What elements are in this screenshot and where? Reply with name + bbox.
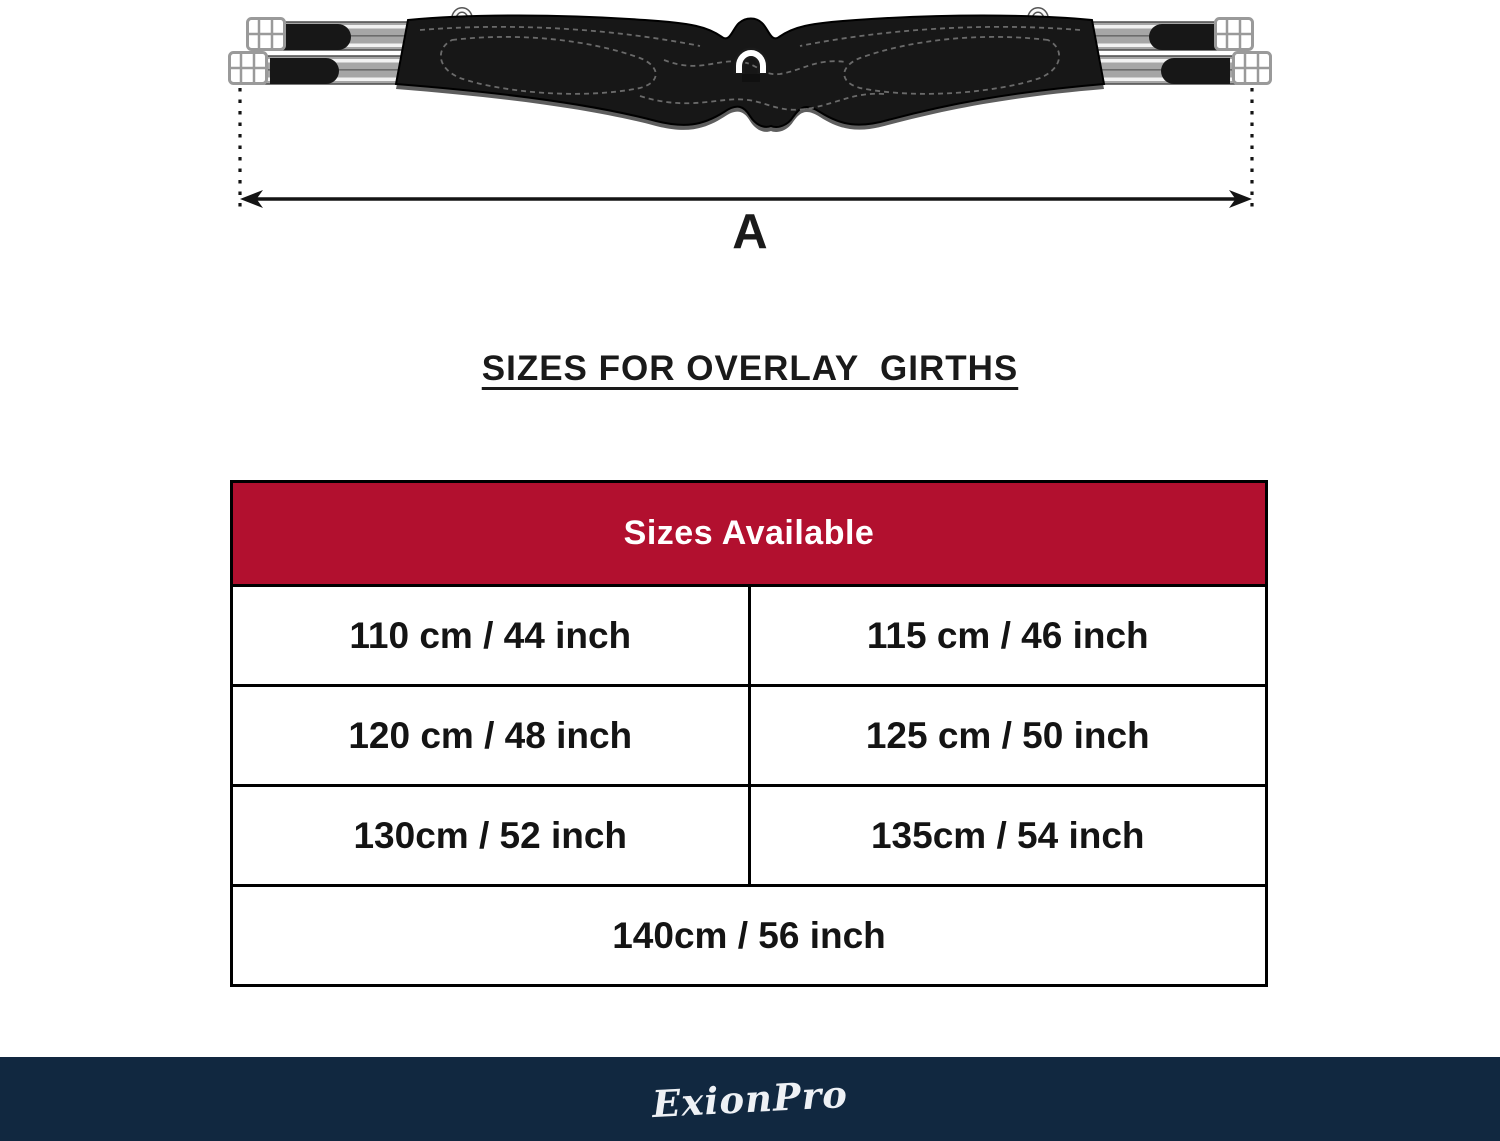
size-cell: 110 cm / 44 inch <box>232 586 750 686</box>
left-lower-buckle-icon <box>230 53 267 84</box>
table-row <box>232 786 1267 886</box>
size-cell: 130cm / 52 inch <box>232 786 750 886</box>
right-lower-strap <box>1086 53 1271 85</box>
left-upper-strap <box>248 19 415 51</box>
girth-body <box>396 16 1104 127</box>
left-upper-leather-tab <box>282 24 351 50</box>
table-row <box>232 586 1267 686</box>
size-cell: 125 cm / 50 inch <box>749 686 1267 786</box>
left-upper-buckle-icon <box>248 19 285 50</box>
footer-bar <box>0 1057 1500 1141</box>
page-title: SIZES FOR OVERLAY GIRTHS <box>481 349 1019 388</box>
size-cell: 115 cm / 46 inch <box>749 586 1267 686</box>
table-header-row <box>232 482 1267 586</box>
brand-logo: ExionPro <box>651 1071 849 1127</box>
right-lower-buckle-icon <box>1234 53 1271 84</box>
left-lower-leather-tab <box>270 58 339 84</box>
table-header: Sizes Available <box>232 482 1267 586</box>
size-cell: 135cm / 54 inch <box>749 786 1267 886</box>
sizes-table <box>230 480 1268 987</box>
right-upper-leather-tab <box>1149 24 1218 50</box>
left-lower-strap <box>230 53 415 85</box>
right-lower-leather-tab <box>1161 58 1230 84</box>
right-upper-buckle-icon <box>1216 19 1253 50</box>
right-upper-strap <box>1086 19 1253 51</box>
table-row <box>232 686 1267 786</box>
dimension-label: A <box>732 205 768 259</box>
size-cell-full: 140cm / 56 inch <box>232 886 1267 986</box>
table-row <box>232 886 1267 986</box>
size-cell: 120 cm / 48 inch <box>232 686 750 786</box>
